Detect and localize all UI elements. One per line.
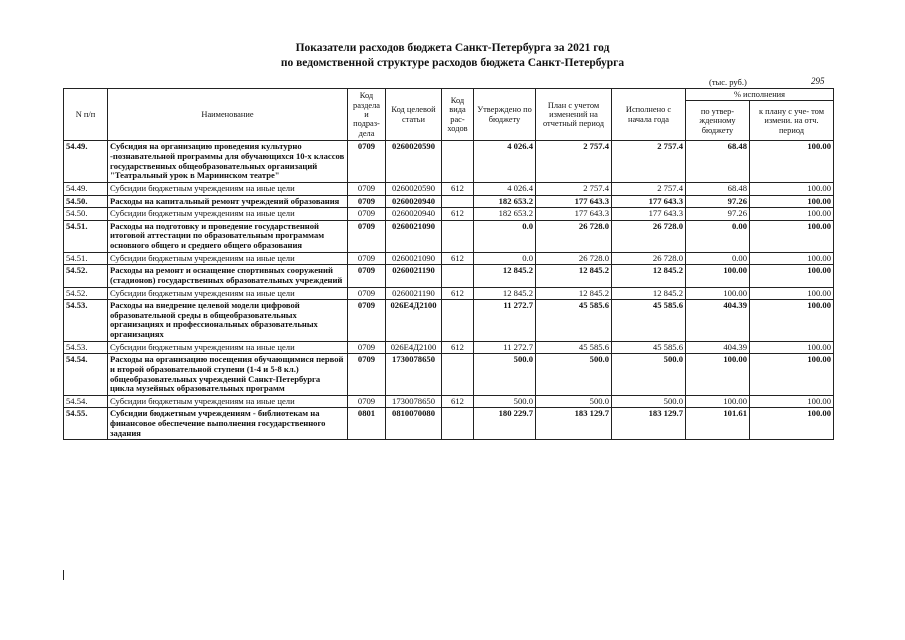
header-pct-approved: по утвер- жденному бюджету: [686, 101, 750, 141]
cell-approved: 4 026.4: [474, 182, 536, 195]
cell-pct-plan: 100.00: [750, 300, 834, 342]
cell-approved: 4 026.4: [474, 141, 536, 183]
cell-target: 0260021090: [386, 220, 442, 252]
cell-name: Субсидии бюджетным учреждениям на иные цели: [108, 208, 348, 221]
cell-plan: 500.0: [536, 354, 612, 396]
header-exptype: Код вида рас- ходов: [442, 89, 474, 141]
units-label: (тыс. руб.): [709, 77, 747, 87]
expenditure-table: [63, 88, 834, 440]
cell-pct-approved: 404.39: [686, 341, 750, 354]
cell-plan: 12 845.2: [536, 287, 612, 300]
cell-section: 0709: [348, 300, 386, 342]
cell-pct-approved: 100.00: [686, 287, 750, 300]
cell-executed: 500.0: [612, 395, 686, 408]
cell-approved: 0.0: [474, 252, 536, 265]
table-row: [64, 395, 834, 408]
cell-section: 0801: [348, 408, 386, 440]
cell-section: 0709: [348, 341, 386, 354]
cell-pct-plan: 100.00: [750, 182, 834, 195]
cell-exptype: 612: [442, 252, 474, 265]
cell-pct-approved: 68.48: [686, 182, 750, 195]
page-number: 295: [811, 76, 825, 86]
cell-executed: 177 643.3: [612, 195, 686, 208]
cell-target: 0260020590: [386, 182, 442, 195]
cell-target: 0260021090: [386, 252, 442, 265]
cell-exptype: [442, 354, 474, 396]
cell-name: Субсидии бюджетным учреждениям на иные цели: [108, 341, 348, 354]
cell-pct-approved: 404.39: [686, 300, 750, 342]
cell-executed: 183 129.7: [612, 408, 686, 440]
table-row: [64, 408, 834, 440]
table-row: [64, 287, 834, 300]
cell-pct-plan: 100.00: [750, 354, 834, 396]
header-name: Наименование: [108, 89, 348, 141]
header-approved: Утверждено по бюджету: [474, 89, 536, 141]
table-body: [64, 141, 834, 440]
cell-executed: 12 845.2: [612, 265, 686, 287]
table-row: [64, 195, 834, 208]
cell-approved: 11 272.7: [474, 341, 536, 354]
header-section: Код раздела и подраз- дела: [348, 89, 386, 141]
report-title-line1: Показатели расходов бюджета Санкт-Петербурга за 2021 год: [295, 42, 610, 54]
cell-name: Субсидии бюджетным учреждениям на иные цели: [108, 252, 348, 265]
cell-plan: 500.0: [536, 395, 612, 408]
cell-num: 54.54.: [64, 354, 108, 396]
cell-name: Субсидии бюджетным учреждениям на иные цели: [108, 395, 348, 408]
cell-plan: 45 585.6: [536, 341, 612, 354]
cell-name: Субсидия на организацию проведения культурно -познавательной программы для обучающихся 10-х классов государственных общеобразовательных организаций "Театральный урок в Мариинском театре": [108, 141, 348, 183]
cell-pct-plan: 100.00: [750, 341, 834, 354]
cell-num: 54.53.: [64, 341, 108, 354]
table-row: [64, 265, 834, 287]
cell-section: 0709: [348, 395, 386, 408]
cell-target: 0260020940: [386, 195, 442, 208]
cell-num: 54.50.: [64, 208, 108, 221]
cell-exptype: [442, 220, 474, 252]
cell-section: 0709: [348, 252, 386, 265]
cell-name: Субсидии бюджетным учреждениям на иные цели: [108, 182, 348, 195]
cell-num: 54.49.: [64, 182, 108, 195]
cell-section: 0709: [348, 141, 386, 183]
cell-pct-approved: 97.26: [686, 195, 750, 208]
cell-target: 0260020940: [386, 208, 442, 221]
table-row: [64, 354, 834, 396]
cell-num: 54.52.: [64, 265, 108, 287]
cell-target: 0260020590: [386, 141, 442, 183]
table-row: [64, 300, 834, 342]
header-executed: Исполнено с начала года: [612, 89, 686, 141]
cell-num: 54.54.: [64, 395, 108, 408]
cell-approved: 500.0: [474, 354, 536, 396]
cell-executed: 26 728.0: [612, 252, 686, 265]
cell-target: 0810070080: [386, 408, 442, 440]
cell-plan: 26 728.0: [536, 220, 612, 252]
cell-target: 026Е4Д2100: [386, 300, 442, 342]
cell-section: 0709: [348, 354, 386, 396]
cell-executed: 26 728.0: [612, 220, 686, 252]
cell-exptype: 612: [442, 208, 474, 221]
cell-approved: 12 845.2: [474, 287, 536, 300]
header-pct-plan: к плану с уче- том измени. на отч. период: [750, 101, 834, 141]
cell-pct-approved: 100.00: [686, 395, 750, 408]
cell-section: 0709: [348, 195, 386, 208]
cell-name: Расходы на капитальный ремонт учреждений образования: [108, 195, 348, 208]
report-title-line2: по ведомственной структуре расходов бюджета Санкт-Петербурга: [280, 57, 625, 69]
cell-pct-approved: 97.26: [686, 208, 750, 221]
cell-executed: 45 585.6: [612, 341, 686, 354]
cell-pct-plan: 100.00: [750, 252, 834, 265]
cell-approved: 11 272.7: [474, 300, 536, 342]
cell-exptype: 612: [442, 341, 474, 354]
cell-pct-plan: 100.00: [750, 195, 834, 208]
header-target: Код целевой статьи: [386, 89, 442, 141]
cell-target: 1730078650: [386, 354, 442, 396]
cell-approved: 12 845.2: [474, 265, 536, 287]
cell-target: 0260021190: [386, 287, 442, 300]
cell-approved: 500.0: [474, 395, 536, 408]
cell-name: Расходы на организацию посещения обучающимися первой и второй образовательной ступени (1-4 и 5-8 кл.) общеобразовательных учреждений Санкт-Петербурга цикла музейных образовательных программ: [108, 354, 348, 396]
cell-pct-plan: 100.00: [750, 208, 834, 221]
cell-num: 54.49.: [64, 141, 108, 183]
cell-exptype: 612: [442, 182, 474, 195]
cell-pct-approved: 0.00: [686, 220, 750, 252]
cell-plan: 177 643.3: [536, 208, 612, 221]
cell-exptype: [442, 195, 474, 208]
cell-name: Субсидии бюджетным учреждениям на иные цели: [108, 287, 348, 300]
cell-approved: 182 653.2: [474, 208, 536, 221]
cell-pct-plan: 100.00: [750, 287, 834, 300]
cell-target: 0260021190: [386, 265, 442, 287]
cell-section: 0709: [348, 220, 386, 252]
header-pct: % исполнения: [686, 89, 834, 101]
cell-target: 1730078650: [386, 395, 442, 408]
cell-exptype: [442, 265, 474, 287]
cell-name: Расходы на ремонт и оснащение спортивных сооружений (стадионов) государственных образовательных учреждений: [108, 265, 348, 287]
cell-exptype: [442, 141, 474, 183]
cell-exptype: [442, 300, 474, 342]
cell-plan: 26 728.0: [536, 252, 612, 265]
cell-exptype: [442, 408, 474, 440]
cell-executed: 177 643.3: [612, 208, 686, 221]
table-row: [64, 220, 834, 252]
table-row: [64, 208, 834, 221]
cell-executed: 45 585.6: [612, 300, 686, 342]
cell-section: 0709: [348, 287, 386, 300]
cell-plan: 177 643.3: [536, 195, 612, 208]
cell-executed: 500.0: [612, 354, 686, 396]
header-plan: План с учетом изменений на отчетный период: [536, 89, 612, 141]
cell-pct-approved: 68.48: [686, 141, 750, 183]
cell-num: 54.51.: [64, 252, 108, 265]
cell-plan: 183 129.7: [536, 408, 612, 440]
cell-pct-approved: 100.00: [686, 354, 750, 396]
cell-plan: 12 845.2: [536, 265, 612, 287]
cell-approved: 182 653.2: [474, 195, 536, 208]
cell-pct-plan: 100.00: [750, 141, 834, 183]
cell-section: 0709: [348, 182, 386, 195]
cell-pct-approved: 0.00: [686, 252, 750, 265]
cell-plan: 45 585.6: [536, 300, 612, 342]
cell-name: Расходы на подготовку и проведение государственной итоговой аттестации по образовательным программам основного общего и среднего общего образования: [108, 220, 348, 252]
table-row: [64, 182, 834, 195]
cell-num: 54.50.: [64, 195, 108, 208]
cell-pct-approved: 100.00: [686, 265, 750, 287]
cell-exptype: 612: [442, 395, 474, 408]
cell-pct-plan: 100.00: [750, 408, 834, 440]
cell-pct-plan: 100.00: [750, 220, 834, 252]
table-row: [64, 141, 834, 183]
cell-section: 0709: [348, 265, 386, 287]
cell-executed: 2 757.4: [612, 182, 686, 195]
cell-approved: 0.0: [474, 220, 536, 252]
cell-plan: 2 757.4: [536, 141, 612, 183]
cell-section: 0709: [348, 208, 386, 221]
table-row: [64, 341, 834, 354]
cell-executed: 2 757.4: [612, 141, 686, 183]
cell-pct-plan: 100.00: [750, 265, 834, 287]
cell-num: 54.51.: [64, 220, 108, 252]
cell-approved: 180 229.7: [474, 408, 536, 440]
cell-target: 026Е4Д2100: [386, 341, 442, 354]
cell-name: Расходы на внедрение целевой модели цифровой образовательной среды в общеобразовательных организациях и профессиональных образовательных организациях: [108, 300, 348, 342]
cell-name: Субсидии бюджетным учреждениям - библиотекам на финансовое обеспечение выполнения государственного задания: [108, 408, 348, 440]
cell-executed: 12 845.2: [612, 287, 686, 300]
cell-exptype: 612: [442, 287, 474, 300]
cell-plan: 2 757.4: [536, 182, 612, 195]
table-continuation-line: [63, 570, 64, 580]
header-num: N п/п: [64, 89, 108, 141]
table-row: [64, 252, 834, 265]
cell-num: 54.55.: [64, 408, 108, 440]
cell-num: 54.52.: [64, 287, 108, 300]
cell-num: 54.53.: [64, 300, 108, 342]
cell-pct-approved: 101.61: [686, 408, 750, 440]
cell-pct-plan: 100.00: [750, 395, 834, 408]
